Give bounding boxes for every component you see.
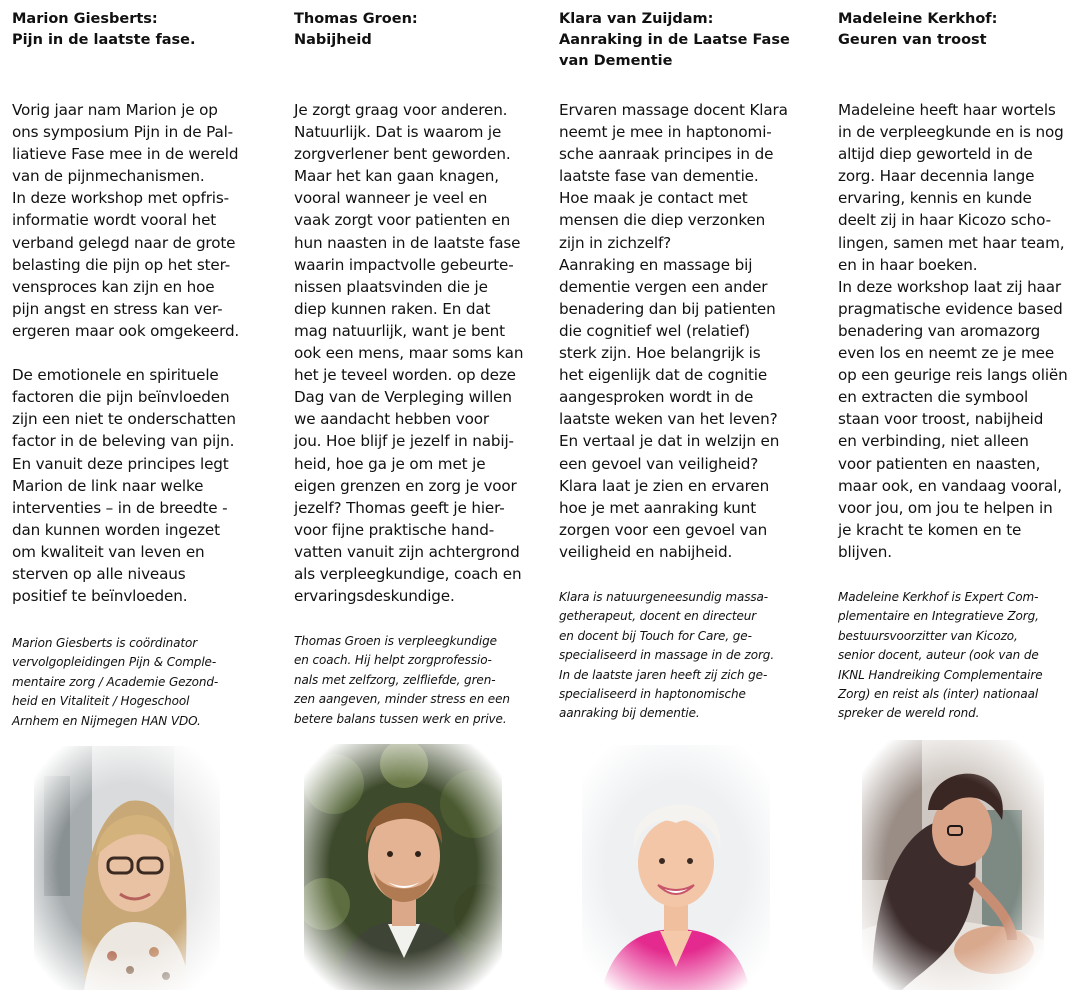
text-line: vatten vanuit zijn achtergrond	[294, 542, 520, 561]
speaker-title	[294, 9, 546, 51]
text-line: altijd diep geworteld in de	[838, 145, 1033, 164]
text-line: ons symposium Pijn in de Pal-	[12, 123, 233, 142]
text-line: pijn angst en stress kan ver-	[12, 299, 223, 318]
text-line: Klara is natuurgeneesundig massa-	[559, 590, 769, 604]
text-line: zorgen voor een gevoel van	[559, 520, 768, 539]
text-line	[12, 342, 270, 364]
text-line: vooral wanneer je veel en	[294, 189, 488, 208]
text-line: sterven op alle niveaus	[12, 564, 186, 583]
text-line: hoe je met aanraking kunt	[559, 498, 757, 517]
text-line: Pijn in de laatste fase.	[12, 32, 196, 48]
text-line: het eigenlijk dat de cognitie	[559, 366, 768, 385]
text-line: even los en neemt ze je mee	[838, 344, 1055, 363]
text-line: Madeleine Kerkhof:	[838, 11, 998, 27]
text-line: vensproces kan zijn en hoe	[12, 277, 215, 296]
text-line: bestuursvoorzitter van Kicozo,	[838, 628, 1018, 643]
text-line: Marion Giesberts is coördinator	[12, 636, 198, 650]
text-line: en verbinding, niet alleen	[838, 432, 1029, 451]
text-line: blijven.	[838, 542, 892, 561]
text-line: Madeleine heeft haar wortels	[838, 101, 1056, 119]
text-line: En vanuit deze principes legt	[12, 454, 229, 473]
text-line: mentaire zorg / Academie Gezond-	[12, 674, 219, 689]
speaker-title	[838, 9, 1078, 51]
speaker-bio	[12, 634, 270, 731]
text-line: Arnhem en Nijmegen HAN VDO.	[12, 713, 201, 728]
text-line: Aanraking en massage bij	[559, 255, 753, 274]
text-line: nissen plaatsvinden die je	[294, 277, 488, 296]
text-line: ergeren maar ook omgekeerd.	[12, 321, 240, 340]
speaker-bio	[559, 588, 819, 724]
text-line: staan voor troost, nabijheid	[838, 410, 1044, 429]
text-line: interventies – in de breedte -	[12, 498, 228, 517]
text-line: mag natuurlijk, want je bent	[294, 321, 505, 340]
text-line: mensen die diep verzonken	[559, 211, 766, 230]
text-line: en extracten die symbool	[838, 388, 1029, 407]
text-line: belasting die pijn op het ster-	[12, 255, 231, 274]
text-line: Thomas Groen is verpleegkundige	[294, 634, 497, 648]
workshop-description	[294, 99, 546, 607]
text-line: aanraking bij dementie.	[559, 706, 700, 721]
text-line: maar ook, en vandaag vooral,	[838, 476, 1062, 495]
text-line: informatie wordt vooral het	[12, 211, 217, 230]
text-line: ervaring, kennis en kunde	[838, 189, 1032, 208]
text-line: heid en Vitaliteit / Hogeschool	[12, 694, 190, 709]
text-line: In deze workshop laat zij haar	[838, 277, 1061, 296]
text-line: veiligheid en nabijheid.	[559, 542, 733, 561]
text-line: Klara laat je zien en ervaren	[559, 476, 770, 495]
text-line: van Dementie	[559, 53, 673, 69]
speaker-photo-madeleine	[862, 740, 1044, 990]
text-line: vervolgopleidingen Pijn & Comple-	[12, 655, 217, 670]
text-line: Aanraking in de Laatse Fase	[559, 32, 790, 48]
text-line: voor fijne praktische hand-	[294, 520, 495, 539]
text-line: als verpleegkundige, coach en	[294, 564, 522, 583]
text-line: zijn een niet te onderschatten	[12, 410, 236, 429]
speaker-bio	[294, 632, 546, 729]
text-line: heid, hoe ga je om met je	[294, 454, 486, 473]
speaker-photo-thomas	[304, 744, 502, 990]
text-line: Vorig jaar nam Marion je op	[12, 101, 218, 119]
text-line: en in haar boeken.	[838, 255, 978, 274]
text-line: voor jou, om jou te helpen in	[838, 498, 1053, 517]
text-line: Marion Giesberts:	[12, 11, 158, 27]
text-line: het je teveel worden. op deze	[294, 366, 516, 385]
text-line: factoren die pijn beïnvloeden	[12, 388, 230, 407]
text-line: dan kunnen worden ingezet	[12, 520, 220, 539]
text-line: IKNL Handreiking Complementaire	[838, 667, 1043, 682]
text-line: spreker de wereld rond.	[838, 706, 980, 721]
text-line: liatieve Fase mee in de wereld	[12, 145, 239, 164]
text-line: en coach. Hij helpt zorgprofessio-	[294, 653, 492, 668]
text-line: waarin impactvolle gebeurte-	[294, 255, 514, 274]
text-line: zen aangeven, minder stress en een	[294, 692, 510, 707]
workshop-description	[838, 99, 1078, 563]
text-line: Hoe maak je contact met	[559, 189, 748, 208]
text-line: benadering van aromazorg	[838, 321, 1041, 340]
text-line: jezelf? Thomas geeft je hier-	[294, 498, 505, 517]
speaker-title	[12, 9, 270, 51]
text-line: positief te beïnvloeden.	[12, 587, 188, 606]
text-line: In deze workshop met opfris-	[12, 189, 229, 208]
text-line: nals met zelfzorg, zelfliefde, gren-	[294, 672, 496, 687]
text-line: ervaringsdeskundige.	[294, 587, 455, 606]
text-line: aangesproken wordt in de	[559, 388, 754, 407]
text-line: lingen, samen met haar team,	[838, 233, 1065, 252]
text-line: Nabijheid	[294, 32, 372, 48]
text-line: Dag van de Verpleging willen	[294, 388, 512, 407]
text-line: ook een mens, maar soms kan	[294, 344, 524, 363]
text-line: pragmatische evidence based	[838, 299, 1063, 318]
text-line: Zorg) en reist als (inter) nationaal	[838, 686, 1039, 701]
text-line: laatste fase van dementie.	[559, 167, 759, 186]
text-line: Geuren van troost	[838, 32, 987, 48]
text-line: sche aanraak principes in de	[559, 145, 774, 164]
text-line: benadering dan bij patienten	[559, 299, 776, 318]
speaker-bio	[838, 588, 1078, 724]
text-line: Maar het kan gaan knagen,	[294, 167, 499, 186]
text-line: zijn in zichzelf?	[559, 233, 672, 252]
text-line: in de verpleegkunde en is nog	[838, 123, 1064, 142]
text-line: en docent bij Touch for Care, ge-	[559, 628, 752, 643]
text-line: Thomas Groen:	[294, 11, 418, 27]
text-line: sterk zijn. Hoe belangrijk is	[559, 344, 761, 363]
text-line: senior docent, auteur (ook van de	[838, 648, 1039, 663]
speaker-photo-klara	[582, 745, 770, 990]
text-line: deelt zij in haar Kicozo scho-	[838, 211, 1051, 230]
text-line: dementie vergen een ander	[559, 277, 768, 296]
text-line: In de laatste jaren heeft zij zich ge-	[559, 667, 768, 682]
text-line: zorgverlener bent geworden.	[294, 145, 511, 164]
text-line: van de pijnmechanismen.	[12, 167, 205, 186]
text-line: vaak zorgt voor patienten en	[294, 211, 511, 230]
text-line: specialiseerd in haptonomische	[559, 686, 746, 701]
text-line: zorg. Haar decennia lange	[838, 167, 1035, 186]
text-line: je kracht te komen en te	[838, 520, 1022, 539]
text-line: hun naasten in de laatste fase	[294, 233, 521, 252]
text-line: De emotionele en spirituele	[12, 366, 219, 385]
text-line: specialiseerd in massage in de zorg.	[559, 648, 775, 663]
text-line: jou. Hoe blijf je jezelf in nabij-	[294, 432, 514, 451]
text-line: voor patienten en naasten,	[838, 454, 1041, 473]
text-line: we aandacht hebben voor	[294, 410, 489, 429]
text-line: factor in de beleving van pijn.	[12, 432, 235, 451]
text-line: Natuurlijk. Dat is waarom je	[294, 123, 502, 142]
text-line: diep kunnen raken. En dat	[294, 299, 491, 318]
text-line: betere balans tussen werk en prive.	[294, 711, 507, 726]
text-line: op een geurige reis langs oliën	[838, 366, 1068, 385]
text-line: Marion de link naar welke	[12, 476, 204, 495]
text-line: een gevoel van veiligheid?	[559, 454, 759, 473]
workshop-description	[559, 99, 819, 563]
speaker-title	[559, 9, 819, 72]
text-line: Madeleine Kerkhof is Expert Com-	[838, 590, 1039, 604]
text-line: plementaire en Integratieve Zorg,	[838, 609, 1039, 624]
text-line: laatste weken van het leven?	[559, 410, 778, 429]
text-line: neemt je mee in haptonomi-	[559, 123, 772, 142]
workshop-description	[12, 99, 270, 607]
text-line: verband gelegd naar de grote	[12, 233, 236, 252]
text-line: En vertaal je dat in welzijn en	[559, 432, 780, 451]
text-line: Je zorgt graag voor anderen.	[294, 101, 508, 119]
text-line: getherapeut, docent en directeur	[559, 609, 757, 624]
speaker-photo-marion	[34, 746, 220, 990]
text-line: om kwaliteit van leven en	[12, 542, 205, 561]
text-line: die cognitief wel (relatief)	[559, 321, 750, 340]
text-line: eigen grenzen en zorg je voor	[294, 476, 517, 495]
text-line: Klara van Zuijdam:	[559, 11, 714, 27]
text-line: Ervaren massage docent Klara	[559, 101, 788, 119]
